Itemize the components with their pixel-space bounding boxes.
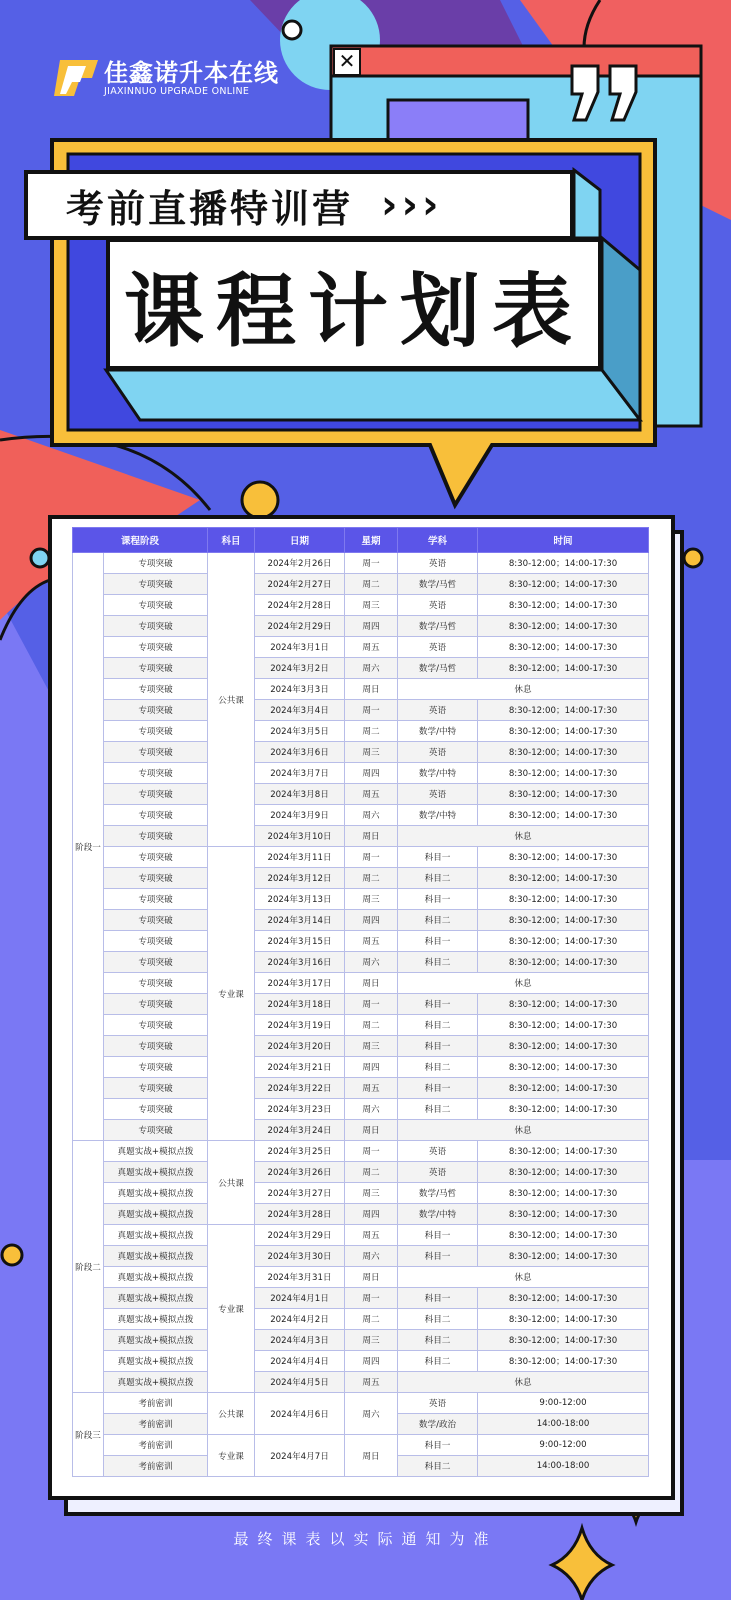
date-cell: 2024年4月6日 (255, 1393, 345, 1435)
chevron-right-icon: ››› (381, 182, 443, 228)
stage-cell: 阶段三 (73, 1393, 104, 1477)
time-cell: 8:30-12:00；14:00-17:30 (478, 658, 649, 679)
date-cell: 2024年3月6日 (255, 742, 345, 763)
date-cell: 2024年3月4日 (255, 700, 345, 721)
date-cell: 2024年4月2日 (255, 1309, 345, 1330)
table-row (73, 721, 649, 742)
date-cell: 2024年3月15日 (255, 931, 345, 952)
category-cell: 公共课 (208, 1393, 255, 1435)
category-cell: 公共课 (208, 553, 255, 847)
topic-cell: 真题实战+模拟点拨 (104, 1288, 208, 1309)
table-row (73, 910, 649, 931)
page-title: 课程计划表 (124, 264, 584, 358)
footer-note: 最终课表以实际通知为准 (233, 1530, 498, 1548)
table-row (73, 553, 649, 574)
subject-cell: 科目二 (398, 1015, 478, 1036)
topic-cell: 专项突破 (104, 826, 208, 847)
date-cell: 2024年3月27日 (255, 1183, 345, 1204)
time-cell: 8:30-12:00；14:00-17:30 (478, 994, 649, 1015)
table-row (73, 1288, 649, 1309)
date-cell: 2024年3月1日 (255, 637, 345, 658)
subject-cell: 科目一 (398, 1288, 478, 1309)
date-cell: 2024年4月7日 (255, 1435, 345, 1477)
subject-cell: 科目二 (398, 910, 478, 931)
weekday-cell: 周六 (345, 1393, 398, 1435)
time-cell: 8:30-12:00；14:00-17:30 (478, 1351, 649, 1372)
weekday-cell: 周二 (345, 1162, 398, 1183)
weekday-cell: 周三 (345, 742, 398, 763)
topic-cell: 专项突破 (104, 763, 208, 784)
topic-cell: 专项突破 (104, 595, 208, 616)
date-cell: 2024年3月8日 (255, 784, 345, 805)
weekday-cell: 周日 (345, 1120, 398, 1141)
table-row (73, 1393, 649, 1414)
quote-mark-icon (570, 64, 640, 124)
table-body (73, 553, 649, 1477)
subject-cell: 科目一 (398, 1078, 478, 1099)
time-cell: 8:30-12:00；14:00-17:30 (478, 910, 649, 931)
table-row (73, 1183, 649, 1204)
time-cell: 8:30-12:00；14:00-17:30 (478, 847, 649, 868)
table-row (73, 742, 649, 763)
subject-cell: 科目一 (398, 994, 478, 1015)
topic-cell: 专项突破 (104, 805, 208, 826)
table-row (73, 763, 649, 784)
time-cell: 8:30-12:00；14:00-17:30 (478, 1036, 649, 1057)
table-row (73, 931, 649, 952)
time-cell: 8:30-12:00；14:00-17:30 (478, 1246, 649, 1267)
subject-cell: 科目二 (398, 1330, 478, 1351)
subject-cell: 数学/马哲 (398, 658, 478, 679)
column-header: 星期 (345, 528, 398, 553)
table-row (73, 595, 649, 616)
time-cell: 8:30-12:00；14:00-17:30 (478, 1162, 649, 1183)
table-row (73, 1015, 649, 1036)
topic-cell: 真题实战+模拟点拨 (104, 1141, 208, 1162)
date-cell: 2024年3月20日 (255, 1036, 345, 1057)
table-row (73, 1120, 649, 1141)
topic-cell: 专项突破 (104, 973, 208, 994)
subject-cell: 科目二 (398, 952, 478, 973)
table-row (73, 1309, 649, 1330)
date-cell: 2024年2月26日 (255, 553, 345, 574)
date-cell: 2024年2月29日 (255, 616, 345, 637)
page-title-box (106, 238, 602, 370)
subject-cell: 英语 (398, 742, 478, 763)
date-cell: 2024年3月31日 (255, 1267, 345, 1288)
category-cell: 专业课 (208, 847, 255, 1141)
table-row (73, 973, 649, 994)
weekday-cell: 周一 (345, 700, 398, 721)
topic-cell: 专项突破 (104, 868, 208, 889)
time-cell: 9:00-12:00 (478, 1393, 649, 1414)
topic-cell: 真题实战+模拟点拨 (104, 1309, 208, 1330)
weekday-cell: 周四 (345, 1351, 398, 1372)
subject-cell: 科目二 (398, 1099, 478, 1120)
time-cell: 8:30-12:00；14:00-17:30 (478, 868, 649, 889)
table-row (73, 1435, 649, 1456)
date-cell: 2024年2月28日 (255, 595, 345, 616)
weekday-cell: 周四 (345, 763, 398, 784)
time-cell: 9:00-12:00 (478, 1435, 649, 1456)
date-cell: 2024年4月3日 (255, 1330, 345, 1351)
subject-cell: 数学/政治 (398, 1414, 478, 1435)
weekday-cell: 周五 (345, 1225, 398, 1246)
schedule-table (72, 527, 649, 1477)
subject-cell: 英语 (398, 700, 478, 721)
time-cell: 8:30-12:00；14:00-17:30 (478, 889, 649, 910)
table-row (73, 1351, 649, 1372)
time-cell: 8:30-12:00；14:00-17:30 (478, 742, 649, 763)
time-cell: 8:30-12:00；14:00-17:30 (478, 721, 649, 742)
subject-cell: 科目一 (398, 847, 478, 868)
date-cell: 2024年3月11日 (255, 847, 345, 868)
time-cell: 8:30-12:00；14:00-17:30 (478, 1141, 649, 1162)
subject-cell: 科目二 (398, 1057, 478, 1078)
weekday-cell: 周三 (345, 595, 398, 616)
time-cell: 8:30-12:00；14:00-17:30 (478, 952, 649, 973)
topic-cell: 专项突破 (104, 700, 208, 721)
topic-cell: 专项突破 (104, 616, 208, 637)
topic-cell: 专项突破 (104, 637, 208, 658)
column-header: 学科 (398, 528, 478, 553)
brand-name-en: JIAXINNUO UPGRADE ONLINE (104, 85, 250, 97)
weekday-cell: 周四 (345, 1204, 398, 1225)
weekday-cell: 周一 (345, 1141, 398, 1162)
weekday-cell: 周五 (345, 1078, 398, 1099)
topic-cell: 真题实战+模拟点拨 (104, 1162, 208, 1183)
table-row (73, 574, 649, 595)
topic-cell: 专项突破 (104, 1015, 208, 1036)
date-cell: 2024年4月1日 (255, 1288, 345, 1309)
time-cell: 8:30-12:00；14:00-17:30 (478, 1183, 649, 1204)
table-row (73, 637, 649, 658)
topic-cell: 专项突破 (104, 658, 208, 679)
time-cell: 8:30-12:00；14:00-17:30 (478, 595, 649, 616)
table-row (73, 994, 649, 1015)
date-cell: 2024年3月23日 (255, 1099, 345, 1120)
column-header: 日期 (255, 528, 345, 553)
table-row (73, 1246, 649, 1267)
topic-cell: 专项突破 (104, 1036, 208, 1057)
table-row (73, 1099, 649, 1120)
time-cell: 8:30-12:00；14:00-17:30 (478, 1204, 649, 1225)
table-row (73, 784, 649, 805)
topic-cell: 真题实战+模拟点拨 (104, 1246, 208, 1267)
weekday-cell: 周四 (345, 616, 398, 637)
topic-cell: 专项突破 (104, 994, 208, 1015)
date-cell: 2024年3月26日 (255, 1162, 345, 1183)
rest-cell: 休息 (398, 679, 649, 700)
column-header: 时间 (478, 528, 649, 553)
column-header: 科目 (208, 528, 255, 553)
weekday-cell: 周五 (345, 637, 398, 658)
topic-cell: 真题实战+模拟点拨 (104, 1267, 208, 1288)
weekday-cell: 周日 (345, 1435, 398, 1477)
table-row (73, 616, 649, 637)
time-cell: 8:30-12:00；14:00-17:30 (478, 1015, 649, 1036)
weekday-cell: 周日 (345, 826, 398, 847)
date-cell: 2024年3月28日 (255, 1204, 345, 1225)
subject-cell: 科目一 (398, 1246, 478, 1267)
stage-cell: 阶段一 (73, 553, 104, 1141)
subject-cell: 科目一 (398, 1225, 478, 1246)
date-cell: 2024年3月2日 (255, 658, 345, 679)
brand-name-cn: 佳鑫诺升本在线 (104, 58, 279, 87)
subject-cell: 科目一 (398, 1435, 478, 1456)
time-cell: 8:30-12:00；14:00-17:30 (478, 1099, 649, 1120)
topic-cell: 考前密训 (104, 1393, 208, 1414)
date-cell: 2024年4月5日 (255, 1372, 345, 1393)
subject-cell: 科目二 (398, 1351, 478, 1372)
table-header-row (73, 528, 649, 553)
date-cell: 2024年3月3日 (255, 679, 345, 700)
subtitle-banner (24, 170, 574, 240)
table-row (73, 1225, 649, 1246)
subject-cell: 科目二 (398, 868, 478, 889)
date-cell: 2024年3月13日 (255, 889, 345, 910)
subject-cell: 科目一 (398, 1036, 478, 1057)
date-cell: 2024年3月25日 (255, 1141, 345, 1162)
weekday-cell: 周六 (345, 1246, 398, 1267)
weekday-cell: 周三 (345, 1036, 398, 1057)
topic-cell: 专项突破 (104, 574, 208, 595)
date-cell: 2024年4月4日 (255, 1351, 345, 1372)
subject-cell: 科目一 (398, 931, 478, 952)
date-cell: 2024年3月12日 (255, 868, 345, 889)
subject-cell: 英语 (398, 1162, 478, 1183)
time-cell: 8:30-12:00；14:00-17:30 (478, 1288, 649, 1309)
table-row (73, 889, 649, 910)
subject-cell: 英语 (398, 595, 478, 616)
date-cell: 2024年3月16日 (255, 952, 345, 973)
time-cell: 14:00-18:00 (478, 1456, 649, 1477)
subject-cell: 英语 (398, 1141, 478, 1162)
table-row (73, 1078, 649, 1099)
topic-cell: 考前密训 (104, 1414, 208, 1435)
time-cell: 8:30-12:00；14:00-17:30 (478, 1078, 649, 1099)
rest-cell: 休息 (398, 1372, 649, 1393)
weekday-cell: 周六 (345, 658, 398, 679)
date-cell: 2024年3月7日 (255, 763, 345, 784)
date-cell: 2024年3月30日 (255, 1246, 345, 1267)
date-cell: 2024年3月21日 (255, 1057, 345, 1078)
time-cell: 8:30-12:00；14:00-17:30 (478, 784, 649, 805)
table-row (73, 826, 649, 847)
subject-cell: 数学/中特 (398, 1204, 478, 1225)
weekday-cell: 周一 (345, 553, 398, 574)
time-cell: 8:30-12:00；14:00-17:30 (478, 1330, 649, 1351)
topic-cell: 专项突破 (104, 910, 208, 931)
weekday-cell: 周六 (345, 1099, 398, 1120)
subject-cell: 科目一 (398, 889, 478, 910)
weekday-cell: 周二 (345, 1015, 398, 1036)
weekday-cell: 周三 (345, 1183, 398, 1204)
topic-cell: 专项突破 (104, 847, 208, 868)
rest-cell: 休息 (398, 1120, 649, 1141)
topic-cell: 专项突破 (104, 1057, 208, 1078)
table-row (73, 952, 649, 973)
table-row (73, 868, 649, 889)
time-cell: 8:30-12:00；14:00-17:30 (478, 1057, 649, 1078)
weekday-cell: 周五 (345, 1372, 398, 1393)
date-cell: 2024年2月27日 (255, 574, 345, 595)
column-header: 课程阶段 (73, 528, 208, 553)
date-cell: 2024年3月18日 (255, 994, 345, 1015)
stage-cell: 阶段二 (73, 1141, 104, 1393)
table-row (73, 1141, 649, 1162)
weekday-cell: 周日 (345, 1267, 398, 1288)
logo-mark-icon (50, 58, 100, 98)
table-row (73, 658, 649, 679)
topic-cell: 专项突破 (104, 1099, 208, 1120)
topic-cell: 考前密训 (104, 1456, 208, 1477)
date-cell: 2024年3月22日 (255, 1078, 345, 1099)
subject-cell: 数学/中特 (398, 721, 478, 742)
date-cell: 2024年3月14日 (255, 910, 345, 931)
topic-cell: 考前密训 (104, 1435, 208, 1456)
time-cell: 14:00-18:00 (478, 1414, 649, 1435)
weekday-cell: 周三 (345, 889, 398, 910)
time-cell: 8:30-12:00；14:00-17:30 (478, 931, 649, 952)
time-cell: 8:30-12:00；14:00-17:30 (478, 574, 649, 595)
topic-cell: 真题实战+模拟点拨 (104, 1330, 208, 1351)
topic-cell: 专项突破 (104, 952, 208, 973)
subject-cell: 科目二 (398, 1456, 478, 1477)
weekday-cell: 周二 (345, 1309, 398, 1330)
category-cell: 公共课 (208, 1141, 255, 1225)
topic-cell: 专项突破 (104, 1078, 208, 1099)
topic-cell: 专项突破 (104, 784, 208, 805)
time-cell: 8:30-12:00；14:00-17:30 (478, 616, 649, 637)
topic-cell: 专项突破 (104, 679, 208, 700)
rest-cell: 休息 (398, 1267, 649, 1288)
topic-cell: 专项突破 (104, 721, 208, 742)
topic-cell: 真题实战+模拟点拨 (104, 1204, 208, 1225)
date-cell: 2024年3月24日 (255, 1120, 345, 1141)
weekday-cell: 周一 (345, 847, 398, 868)
table-row (73, 1162, 649, 1183)
time-cell: 8:30-12:00；14:00-17:30 (478, 637, 649, 658)
time-cell: 8:30-12:00；14:00-17:30 (478, 553, 649, 574)
weekday-cell: 周日 (345, 973, 398, 994)
topic-cell: 真题实战+模拟点拨 (104, 1351, 208, 1372)
subject-cell: 英语 (398, 784, 478, 805)
subject-cell: 数学/马哲 (398, 1183, 478, 1204)
schedule-card (48, 515, 675, 1500)
topic-cell: 专项突破 (104, 931, 208, 952)
date-cell: 2024年3月29日 (255, 1225, 345, 1246)
date-cell: 2024年3月17日 (255, 973, 345, 994)
time-cell: 8:30-12:00；14:00-17:30 (478, 763, 649, 784)
time-cell: 8:30-12:00；14:00-17:30 (478, 805, 649, 826)
weekday-cell: 周二 (345, 721, 398, 742)
date-cell: 2024年3月5日 (255, 721, 345, 742)
subject-cell: 数学/马哲 (398, 616, 478, 637)
topic-cell: 真题实战+模拟点拨 (104, 1183, 208, 1204)
weekday-cell: 周二 (345, 574, 398, 595)
rest-cell: 休息 (398, 973, 649, 994)
category-cell: 专业课 (208, 1435, 255, 1477)
table-row (73, 1036, 649, 1057)
subject-cell: 数学/马哲 (398, 574, 478, 595)
weekday-cell: 周四 (345, 1057, 398, 1078)
weekday-cell: 周四 (345, 910, 398, 931)
weekday-cell: 周六 (345, 805, 398, 826)
table-row (73, 1267, 649, 1288)
table-row (73, 1330, 649, 1351)
subtitle-text: 考前直播特训营 (66, 186, 354, 231)
weekday-cell: 周一 (345, 994, 398, 1015)
weekday-cell: 周一 (345, 1288, 398, 1309)
category-cell: 专业课 (208, 1225, 255, 1393)
date-cell: 2024年3月10日 (255, 826, 345, 847)
table-row (73, 679, 649, 700)
rest-cell: 休息 (398, 826, 649, 847)
weekday-cell: 周日 (345, 679, 398, 700)
table-row (73, 1204, 649, 1225)
subject-cell: 数学/中特 (398, 763, 478, 784)
time-cell: 8:30-12:00；14:00-17:30 (478, 700, 649, 721)
topic-cell: 专项突破 (104, 889, 208, 910)
weekday-cell: 周五 (345, 931, 398, 952)
time-cell: 8:30-12:00；14:00-17:30 (478, 1225, 649, 1246)
topic-cell: 真题实战+模拟点拨 (104, 1225, 208, 1246)
table-row (73, 700, 649, 721)
weekday-cell: 周二 (345, 868, 398, 889)
subject-cell: 英语 (398, 1393, 478, 1414)
subject-cell: 科目二 (398, 1309, 478, 1330)
subject-cell: 数学/中特 (398, 805, 478, 826)
table-row (73, 805, 649, 826)
topic-cell: 真题实战+模拟点拨 (104, 1372, 208, 1393)
topic-cell: 专项突破 (104, 553, 208, 574)
time-cell: 8:30-12:00；14:00-17:30 (478, 1309, 649, 1330)
brand-logo (50, 58, 279, 98)
weekday-cell: 周三 (345, 1330, 398, 1351)
subject-cell: 英语 (398, 637, 478, 658)
weekday-cell: 周六 (345, 952, 398, 973)
topic-cell: 专项突破 (104, 742, 208, 763)
table-row (73, 1057, 649, 1078)
subject-cell: 英语 (398, 553, 478, 574)
close-icon: ✕ (333, 48, 361, 76)
weekday-cell: 周五 (345, 784, 398, 805)
table-row (73, 847, 649, 868)
date-cell: 2024年3月9日 (255, 805, 345, 826)
topic-cell: 专项突破 (104, 1120, 208, 1141)
table-row (73, 1372, 649, 1393)
date-cell: 2024年3月19日 (255, 1015, 345, 1036)
